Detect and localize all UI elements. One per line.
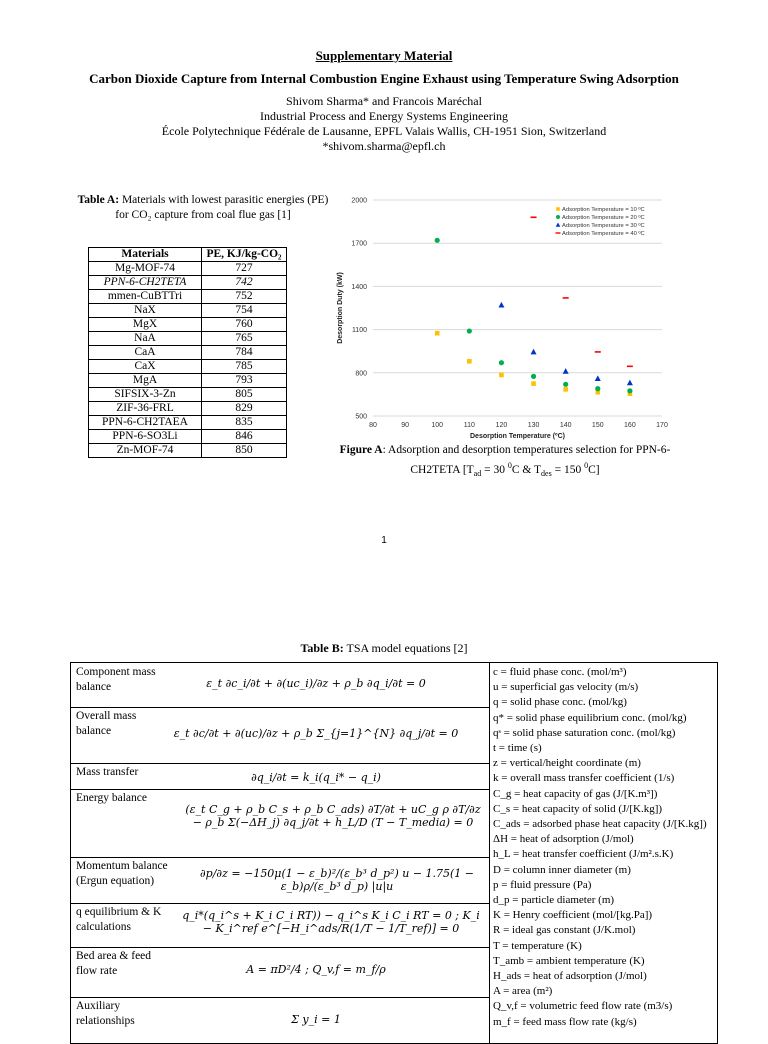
x-axis-label: Desorption Temperature (ºC) [470, 433, 565, 440]
pe-cell: 846 [202, 430, 287, 444]
caption-mid3: = 150 [551, 463, 585, 476]
x-tick-label: 160 [624, 422, 636, 429]
equation-energy-balance: (ε_t C_g + ρ_b C_s + ρ_b C_ads) ∂T/∂t + uC_g ρ ∂T/∂z − ρ_b Σ(−ΔH_j) ∂q_j/∂t + h_L/D (T − T_media) = 0 [185, 803, 481, 829]
table-row [89, 444, 287, 458]
row-label-mass-transfer: Mass transfer [76, 766, 139, 778]
table-row [89, 262, 287, 276]
x-tick-label: 100 [431, 422, 444, 429]
table-b-caption-text: TSA model equations [2] [343, 641, 468, 655]
definition-item: d_p = particle diameter (m) [493, 894, 615, 907]
pe-cell: 760 [202, 318, 287, 332]
table-row [89, 290, 287, 304]
x-tick-label: 150 [591, 422, 604, 429]
caption-mid: = 30 [481, 463, 508, 476]
pe-cell: 850 [202, 444, 287, 458]
material-cell: CaA [89, 346, 202, 360]
material-cell: CaX [89, 360, 202, 374]
material-cell: SIFSIX-3-Zn [89, 388, 202, 402]
definition-item: D = column inner diameter (m) [493, 863, 631, 876]
definition-item: ΔH = heat of adsorption (J/mol) [493, 833, 634, 846]
column-header-pe: PE, KJ/kg-CO₂ [202, 248, 287, 262]
table-a [88, 247, 287, 458]
table-row [89, 374, 287, 388]
definition-item: t = time (s) [493, 742, 542, 755]
row-divider [71, 789, 489, 790]
definition-item: z = vertical/height coordinate (m) [493, 757, 641, 770]
material-cell: MgA [89, 374, 202, 388]
x-tick-label: 120 [495, 422, 508, 429]
table-b-caption [0, 641, 768, 656]
data-point [531, 349, 537, 355]
table-header-row [89, 248, 287, 262]
data-point [595, 386, 600, 391]
caption-sub-des: des [541, 469, 552, 479]
data-point [627, 380, 633, 386]
email: *shivom.sharma@epfl.ch [322, 139, 446, 153]
data-point [435, 331, 440, 336]
paper-title: Carbon Dioxide Capture from Internal Combustion Engine Exhaust using Temperature Swing Adsorption [89, 71, 679, 86]
material-cell: Mg-MOF-74 [89, 262, 202, 276]
supplementary-heading: Supplementary Material [315, 48, 453, 63]
pe-cell: 793 [202, 374, 287, 388]
table-b [70, 662, 718, 1044]
data-point [627, 388, 632, 393]
x-tick-label: 110 [463, 422, 475, 429]
y-tick-label: 800 [355, 370, 367, 378]
row-label-component-mass: Component mass balance [76, 666, 156, 693]
page-number: 1 [381, 535, 387, 546]
row-divider [71, 903, 489, 904]
equation-bed-area: A = πD²/4 ; Q_v,f = m_f/ρ [246, 963, 386, 976]
table-row [89, 276, 287, 290]
column-divider [489, 663, 490, 1043]
pe-cell: 784 [202, 346, 287, 360]
data-point [595, 351, 601, 353]
equation-momentum: ∂p/∂z = −150μ(1 − ε_b)²/(ε_b³ d_p²) u − 1.75(1 − ε_b)ρ/(ε_b³ d_p) |u|u [199, 867, 475, 893]
x-tick-label: 140 [559, 422, 572, 429]
equation-mass-transfer: ∂q_i/∂t = k_i(q_i* − q_i) [251, 771, 381, 784]
definition-item: q* = solid phase equilibrium conc. (mol/kg) [493, 711, 687, 724]
legend-marker [556, 215, 560, 219]
row-label-q-equilibrium: q equilibrium & K calculations [76, 906, 162, 933]
definition-item: H_ads = heat of adsorption (J/mol) [493, 970, 647, 983]
data-point [595, 375, 601, 381]
legend-label: Adsorption Temperature = 10 ºC [562, 207, 645, 213]
definition-item: q = solid phase conc. (mol/kg) [493, 696, 627, 709]
equation-q-equilibrium: q_i*(q_i^s + K_i C_i RT)) − q_i^s K_i C_i RT = 0 ; K_i − K_i^ref e^[−H_i^ads/R(1/T − 1/T_ref)] = 0 [182, 909, 480, 935]
table-row [89, 416, 287, 430]
material-cell: mmen-CuBTTri [89, 290, 202, 304]
y-tick-label: 1400 [351, 283, 367, 291]
data-point [563, 297, 569, 299]
definition-item: R = ideal gas constant (J/K.mol) [493, 924, 636, 937]
y-tick-label: 1700 [351, 240, 367, 248]
table-a-caption [72, 193, 334, 223]
definition-item: K = Henry coefficient (mol/[kg.Pa]) [493, 909, 653, 922]
row-divider [71, 707, 489, 708]
data-point [531, 216, 537, 218]
data-point [563, 368, 569, 374]
figure-a-caption-label: Figure A [339, 444, 383, 456]
caption-sub-ad: ad [473, 469, 482, 479]
table-row [89, 318, 287, 332]
data-point [499, 360, 504, 365]
definition-item: Q_v,f = volumetric feed flow rate (m3/s) [493, 1000, 673, 1013]
caption-sup-0: 0 [507, 461, 512, 470]
pe-cell: 765 [202, 332, 287, 346]
equation-auxiliary: Σ y_i = 1 [291, 1013, 341, 1026]
definition-item: m_f = feed mass flow rate (kg/s) [493, 1015, 637, 1028]
data-point [531, 374, 536, 379]
data-point [627, 366, 633, 368]
material-cell: PPN-6-CH2TAEA [89, 416, 202, 430]
x-tick-label: 130 [527, 422, 540, 429]
row-divider [71, 763, 489, 764]
caption-end: C] [588, 463, 600, 476]
table-b-caption-label: Table B: [300, 641, 344, 655]
pe-cell: 785 [202, 360, 287, 374]
definition-item: k = overall mass transfer coefficient (1/s) [493, 772, 675, 785]
y-tick-label: 2000 [351, 197, 367, 205]
caption-sup-1: 0 [584, 461, 589, 470]
material-cell: PPN-6-SO3Li [89, 430, 202, 444]
authors: Shivom Sharma* and Francois Maréchal [286, 94, 482, 108]
table-a-caption-text: Materials with lowest parasitic energies (PE) for CO₂ capture from coal flue gas [1] [115, 194, 329, 221]
definition-item: A = area (m²) [493, 985, 553, 998]
material-cell: PPN-6-CH2TETA [89, 276, 202, 290]
y-tick-label: 1100 [351, 327, 367, 335]
figure-a-caption-text: : Adsorption and desorption temperatures selection for PPN-6-CH2TETA [T [382, 444, 671, 476]
material-cell: MgX [89, 318, 202, 332]
legend-label: Adsorption Temperature = 20 ºC [562, 215, 645, 221]
row-divider [71, 857, 489, 858]
row-label-momentum: Momentum balance (Ergun equation) [76, 860, 168, 887]
legend-label: Adsorption Temperature = 40 ºC [562, 231, 645, 237]
figure-a-caption [330, 443, 680, 481]
affiliation: École Polytechnique Fédérale de Lausanne, EPFL Valais Wallis, CH-1951 Sion, Switzerland [161, 124, 607, 138]
caption-mid2: C & T [511, 463, 542, 476]
equation-component-mass: ε_t ∂c_i/∂t + ∂(uc_i)/∂z + ρ_b ∂q_i/∂t = 0 [206, 677, 426, 690]
material-cell: Zn-MOF-74 [89, 444, 202, 458]
definition-item: h_L = heat transfer coefficient (J/m².s.K) [493, 848, 674, 861]
table-row [89, 304, 287, 318]
data-point [531, 381, 536, 386]
pe-cell: 754 [202, 304, 287, 318]
material-cell: NaA [89, 332, 202, 346]
legend-marker [556, 207, 560, 211]
row-label-overall-mass: Overall mass balance [76, 710, 137, 737]
material-cell: NaX [89, 304, 202, 318]
table-row [89, 360, 287, 374]
pe-cell: 835 [202, 416, 287, 430]
data-point [467, 328, 472, 333]
row-divider [71, 947, 489, 948]
pe-cell: 829 [202, 402, 287, 416]
definition-item: qˢ = solid phase saturation conc. (mol/kg) [493, 726, 676, 739]
data-point [435, 238, 440, 243]
legend-marker [556, 223, 561, 227]
row-label-auxiliary: Auxiliary relationships [76, 1000, 135, 1027]
data-point [499, 373, 504, 378]
definition-item: C_ads = adsorbed phase heat capacity (J/[K.kg]) [493, 818, 707, 831]
definition-item: T_amb = ambient temperature (K) [493, 954, 645, 967]
desorption-chart [330, 188, 680, 442]
x-tick-label: 80 [369, 422, 377, 429]
data-point [498, 302, 504, 308]
definition-item: u = superficial gas velocity (m/s) [493, 681, 639, 694]
row-label-bed-area: Bed area & feed flow rate [76, 950, 152, 977]
pe-cell: 727 [202, 262, 287, 276]
pe-cell: 805 [202, 388, 287, 402]
data-point [467, 359, 472, 364]
definition-item: C_s = heat capacity of solid (J/[K.kg]) [493, 802, 663, 815]
legend-label: Adsorption Temperature = 30 ºC [562, 223, 645, 229]
pe-cell: 752 [202, 290, 287, 304]
legend-marker [556, 232, 561, 233]
nomenclature-list [493, 665, 715, 1030]
row-label-energy-balance: Energy balance [76, 792, 147, 804]
material-cell: ZIF-36-FRL [89, 402, 202, 416]
y-axis-label: Desorption Duty (kW) [337, 272, 344, 344]
table-row [89, 332, 287, 346]
institute: Industrial Process and Energy Systems Engineering [259, 109, 509, 123]
table-row [89, 402, 287, 416]
definition-item: T = temperature (K) [493, 939, 582, 952]
table-row [89, 346, 287, 360]
x-tick-label: 170 [656, 422, 668, 429]
definition-item: p = fluid pressure (Pa) [493, 878, 592, 891]
pe-cell: 742 [202, 276, 287, 290]
table-row [89, 430, 287, 444]
y-tick-label: 500 [355, 413, 367, 421]
equation-overall-mass: ε_t ∂c/∂t + ∂(uc)/∂z + ρ_b Σ_{j=1}^{N} ∂q_j/∂t = 0 [173, 727, 459, 740]
table-row [89, 388, 287, 402]
data-point [563, 387, 568, 392]
table-a-caption-label: Table A: [77, 194, 120, 206]
definition-item: c = fluid phase conc. (mol/m³) [493, 666, 627, 678]
column-header-materials: Materials [89, 248, 202, 262]
x-tick-label: 90 [401, 422, 410, 429]
data-point [563, 382, 568, 387]
definition-item: C_g = heat capacity of gas (J/[K.m³]) [493, 787, 658, 800]
row-divider [71, 997, 489, 998]
